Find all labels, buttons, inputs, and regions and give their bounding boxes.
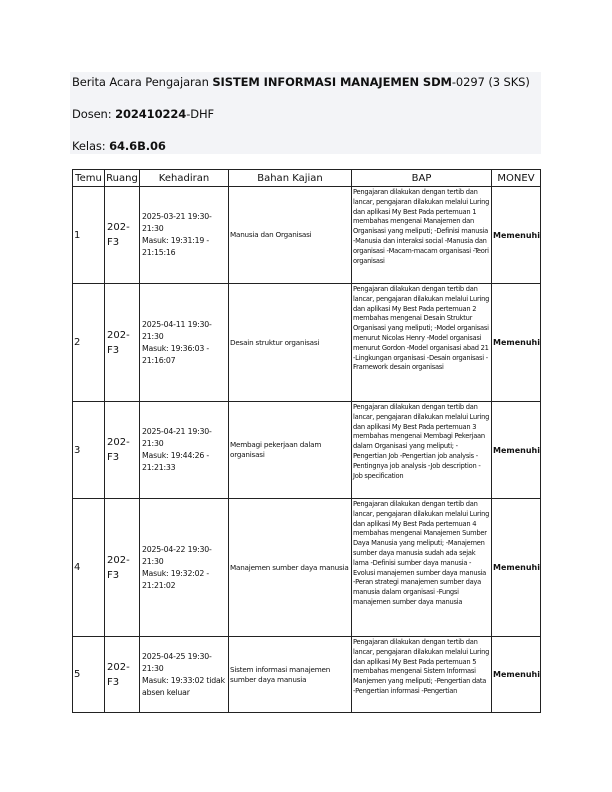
- dosen-suffix: -DHF: [186, 107, 215, 121]
- col-header-bap: BAP: [352, 170, 492, 187]
- cell-temu: 5: [73, 637, 105, 713]
- attendance-table: [72, 169, 541, 713]
- course-code: -0297 (3 SKS): [451, 75, 530, 89]
- document-header: [70, 72, 541, 154]
- cell-bap: [352, 637, 492, 713]
- cell-monev: Memenuhi: [492, 637, 541, 713]
- table-row: [73, 637, 541, 713]
- table-row: [73, 284, 541, 402]
- cell-kehadiran: 2025-04-25 19:30-21:30 Masuk: 19:33:02 tidak absen keluar: [140, 637, 229, 713]
- cell-bahan-kajian: Manajemen sumber daya manusia: [229, 499, 352, 637]
- cell-temu: 4: [73, 499, 105, 637]
- cell-monev: Memenuhi: [492, 187, 541, 284]
- cell-bahan-kajian: Sistem informasi manajemen sumber daya manusia: [229, 637, 352, 713]
- title-prefix: Berita Acara Pengajaran: [72, 75, 213, 89]
- cell-temu: 1: [73, 187, 105, 284]
- course-name: SISTEM INFORMASI MANAJEMEN SDM: [212, 75, 452, 89]
- cell-kehadiran: 2025-04-21 19:30-21:30 Masuk: 19:44:26 - 21:21:33: [140, 402, 229, 499]
- cell-kehadiran: 2025-04-22 19:30-21:30 Masuk: 19:32:02 - 21:21:02: [140, 499, 229, 637]
- dosen-label: Dosen:: [72, 107, 116, 121]
- table-header-row: [73, 170, 541, 187]
- cell-bap: Pengajaran dilakukan dengan tertib dan lancar, pengajaran dilakukan melalui Luring dan aplikasi My Best Pada pertemuan 1 membahas mengenai Manajemen dan Organisasi yang meliputi; -Definisi manusia -Manusia dan interaksi social -Manusia dan organisasi -Macam-macam organisasi -Teori organisasi: [352, 187, 492, 284]
- col-header-kehadiran: Kehadiran: [140, 170, 229, 187]
- cell-monev: Memenuhi: [492, 499, 541, 637]
- cell-monev: Memenuhi: [492, 402, 541, 499]
- cell-temu: 3: [73, 402, 105, 499]
- cell-ruang: 202-F3: [105, 499, 140, 637]
- kelas-label: Kelas:: [72, 139, 110, 153]
- table-row: [73, 187, 541, 284]
- cell-bap: Pengajaran dilakukan dengan tertib dan lancar, pengajaran dilakukan melalui Luring dan aplikasi My Best Pada pertemuan 3 membahas mengenai Membagi Pekerjaan dalam Organisasi yang meliputi; -Pengertian Job -Pengertian job analysis -Pentingnya job analysis -Job description -Job specification: [352, 402, 492, 499]
- title-line: [72, 75, 530, 89]
- table-row: [73, 499, 541, 637]
- cell-monev: Memenuhi: [492, 284, 541, 402]
- table-row: [73, 402, 541, 499]
- cell-bap: Pengajaran dilakukan dengan tertib dan lancar, pengajaran dilakukan melalui Luring dan aplikasi My Best Pada pertemuan 4 membahas mengenai Manajemen Sumber Daya Manusia yang meliputi; -Manajemen sumber daya manusia sudah ada sejak lama -Definisi sumber daya manusia -Evolusi manajemen sumber daya manusia -Peran strategi manajemen sumber daya manusia dalam organisasi -Fungsi manajemen sumber daya manusia: [352, 499, 492, 637]
- cell-ruang: 202-F3: [105, 284, 140, 402]
- cell-ruang: 202-F3: [105, 402, 140, 499]
- cell-temu: 2: [73, 284, 105, 402]
- dosen-id: 202410224: [115, 107, 187, 121]
- cell-kehadiran: 2025-04-11 19:30-21:30 Masuk: 19:36:03 - 21:16:07: [140, 284, 229, 402]
- kelas-line: [72, 139, 166, 153]
- col-header-temu: Temu: [73, 170, 105, 187]
- cell-bap: Pengajaran dilakukan dengan tertib dan lancar, pengajaran dilakukan melalui Luring dan aplikasi My Best Pada pertemuan 2 membahas mengenai Desain Struktur Organisasi yang meliputi; -Model organisasi menurut Nicolas Henry -Model organisasi menurut Gordon -Model organisasi abad 21 -Lingkungan organisasi -Desain organisasi -Framework desain organisasi: [352, 284, 492, 402]
- col-header-monev: MONEV: [492, 170, 541, 187]
- cell-kehadiran: 2025-03-21 19:30-21:30 Masuk: 19:31:19 - 21:15:16: [140, 187, 229, 284]
- bap-text-clip: Pengajaran dilakukan dengan tertib dan lancar, pengajaran dilakukan melalui Luring dan aplikasi My Best Pada pertemuan 5 membahas mengenai Sistem Informasi Manjemen yang meliputi; -Pengertian data -Pengertian informasi -Pengertian: [353, 638, 490, 695]
- cell-bahan-kajian: Membagi pekerjaan dalam organisasi: [229, 402, 352, 499]
- dosen-line: [72, 107, 214, 121]
- cell-ruang: 202-F3: [105, 637, 140, 713]
- col-header-ruang: Ruang: [105, 170, 140, 187]
- cell-bahan-kajian: Desain struktur organisasi: [229, 284, 352, 402]
- col-header-bahan-kajian: Bahan Kajian: [229, 170, 352, 187]
- cell-ruang: 202-F3: [105, 187, 140, 284]
- cell-bahan-kajian: Manusia dan Organisasi: [229, 187, 352, 284]
- kelas-value: 64.6B.06: [109, 139, 166, 153]
